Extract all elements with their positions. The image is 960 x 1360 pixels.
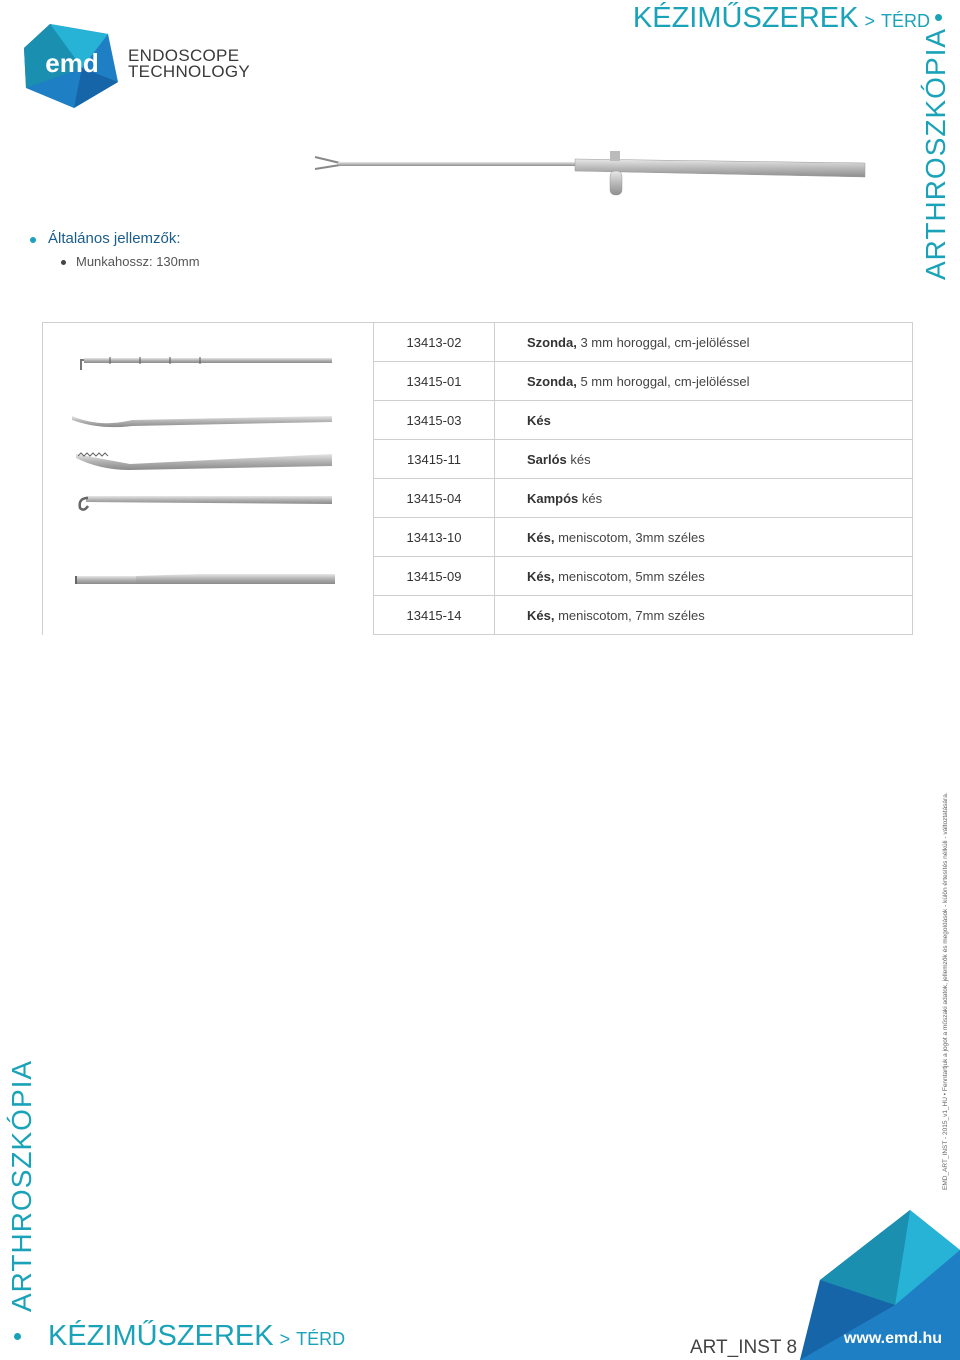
product-detail: 3 mm horoggal, cm-jelöléssel [576, 334, 750, 350]
product-description [495, 596, 913, 635]
product-name: Szonda, [527, 334, 577, 350]
product-detail: meniscotom, 7mm széles [554, 607, 705, 623]
product-detail: kés [566, 451, 591, 467]
breadcrumb-separator: > [864, 11, 875, 31]
product-description [495, 557, 913, 596]
probe-3mm-image [81, 357, 332, 370]
logo-line-1: ENDOSCOPE [128, 46, 240, 65]
logo-line-2: TECHNOLOGY [128, 62, 251, 81]
product-detail: kés [578, 490, 603, 506]
product-name: Kés, [527, 568, 555, 584]
instrument-images [70, 340, 340, 620]
hook-knife-image [80, 496, 332, 510]
meniscotome-image [76, 574, 335, 584]
product-name: Sarlós [527, 451, 567, 467]
general-features [28, 230, 200, 269]
product-name: Kés, [527, 529, 555, 545]
side-title-text: ARTHROSZKÓPIA [920, 27, 951, 280]
product-description [495, 440, 913, 479]
section-title [633, 2, 930, 35]
header-bullet-icon [935, 14, 942, 21]
website-link[interactable]: www.emd.hu [843, 1330, 942, 1347]
side-title-text-left: ARTHROSZKÓPIA [6, 1059, 37, 1312]
footer-title-main: KÉZIMŰSZEREK [48, 1320, 274, 1352]
product-code: 13413-02 [374, 323, 495, 362]
product-detail: 5 mm horoggal, cm-jelöléssel [576, 373, 750, 389]
product-description [495, 518, 913, 557]
product-name: Kés [527, 412, 551, 428]
product-code: 13415-14 [374, 596, 495, 635]
product-description [495, 362, 913, 401]
side-title-left [6, 1050, 46, 1312]
features-item: Munkahossz: 130mm [28, 254, 200, 269]
section-subtitle: TÉRD [881, 11, 930, 31]
footer-breadcrumb-separator: > [279, 1329, 291, 1349]
logo-wordmark [128, 48, 250, 80]
disclaimer-text: EMD_ART_INST - 2015_v1_HU • Fenntartjuk a jogot a műszaki adatok, jellemzők és megoldások - külön értesítés nélküli - változtatására. [942, 792, 949, 1190]
logo-mark: emd [45, 48, 99, 78]
product-code: 13415-09 [374, 557, 495, 596]
product-code: 13415-11 [374, 440, 495, 479]
footer-section-title [48, 1320, 345, 1353]
footer-bullet-icon [14, 1333, 21, 1340]
product-code: 13415-03 [374, 401, 495, 440]
features-heading: Általános jellemzők: [28, 230, 200, 247]
probe-instrument-image [310, 145, 870, 200]
product-description [495, 401, 913, 440]
product-code: 13415-01 [374, 362, 495, 401]
section-title-main: KÉZIMŰSZEREK [632, 2, 859, 34]
knife-image [72, 416, 332, 427]
product-code: 13413-10 [374, 518, 495, 557]
footer-subtitle: TÉRD [296, 1329, 346, 1349]
product-name: Kés, [527, 607, 555, 623]
product-detail: meniscotom, 5mm széles [554, 568, 705, 584]
sickle-knife-image [76, 453, 332, 470]
product-description [495, 323, 913, 362]
page-number: ART_INST 8 [690, 1337, 798, 1358]
side-title-right [912, 27, 952, 280]
legal-disclaimer [942, 770, 958, 1190]
product-code: 13415-04 [374, 479, 495, 518]
product-name: Szonda, [527, 373, 577, 389]
product-name: Kampós [527, 490, 579, 506]
product-description [495, 479, 913, 518]
product-detail: meniscotom, 3mm széles [554, 529, 705, 545]
